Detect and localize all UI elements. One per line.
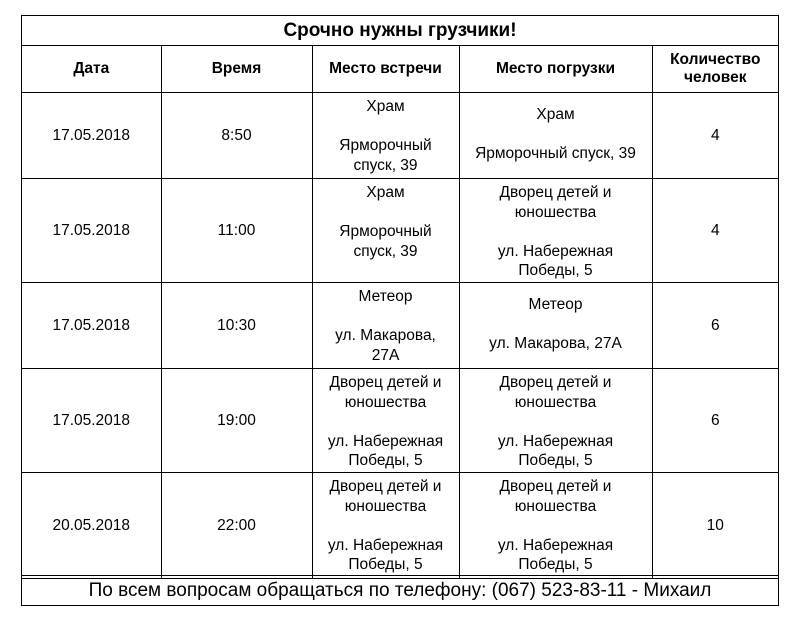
column-header-date: Дата bbox=[22, 46, 161, 93]
meeting-place-name: Храм bbox=[366, 184, 405, 201]
people-count-cell: 10 bbox=[652, 473, 778, 579]
meeting-place-name: Метеор bbox=[358, 288, 413, 305]
loading-place-address: ул. Макарова, 27А bbox=[489, 335, 622, 352]
schedule-table bbox=[22, 45, 778, 579]
loading-place-name: Дворец детей и юношества bbox=[499, 374, 612, 411]
date-cell: 17.05.2018 bbox=[22, 93, 161, 179]
time-cell: 22:00 bbox=[161, 473, 312, 579]
meeting-place-address: Ярморочный спуск, 39 bbox=[339, 137, 432, 174]
time-cell: 8:50 bbox=[161, 93, 312, 179]
loading-place-name: Храм bbox=[536, 106, 575, 123]
table-header-row bbox=[22, 46, 778, 93]
loading-place-name: Дворец детей и юношества bbox=[499, 478, 612, 515]
meeting-place-name: Дворец детей и юношества bbox=[329, 374, 442, 411]
page-title: Срочно нужны грузчики! bbox=[22, 16, 778, 46]
column-header-count-line2: человек bbox=[684, 69, 747, 86]
meeting-place-address: ул. Макарова, 27А bbox=[335, 327, 436, 364]
column-header-people-count bbox=[652, 46, 778, 93]
loading-place-address: ул. Набережная Победы, 5 bbox=[497, 432, 614, 469]
column-header-loading-place: Место погрузки bbox=[459, 46, 652, 93]
table-row bbox=[22, 473, 778, 579]
contact-footer: По всем вопросам обращаться по телефону: (067) 523-83-11 - Михаил bbox=[22, 575, 778, 605]
meeting-place-cell bbox=[312, 473, 459, 579]
date-cell: 17.05.2018 bbox=[22, 369, 161, 473]
meeting-place-name: Храм bbox=[366, 98, 405, 115]
table-row bbox=[22, 179, 778, 283]
loading-place-address: Ярморочный спуск, 39 bbox=[475, 145, 636, 162]
loading-place-cell bbox=[459, 93, 652, 179]
meeting-place-cell bbox=[312, 369, 459, 473]
people-count-cell: 4 bbox=[652, 93, 778, 179]
meeting-place-cell bbox=[312, 93, 459, 179]
meeting-place-cell bbox=[312, 179, 459, 283]
loading-place-name: Метеор bbox=[528, 296, 583, 313]
loading-place-cell bbox=[459, 473, 652, 579]
meeting-place-name: Дворец детей и юношества bbox=[329, 478, 442, 515]
time-cell: 10:30 bbox=[161, 283, 312, 369]
date-cell: 17.05.2018 bbox=[22, 179, 161, 283]
date-cell: 20.05.2018 bbox=[22, 473, 161, 579]
meeting-place-cell bbox=[312, 283, 459, 369]
column-header-time: Время bbox=[161, 46, 312, 93]
table-row bbox=[22, 369, 778, 473]
date-cell: 17.05.2018 bbox=[22, 283, 161, 369]
people-count-cell: 6 bbox=[652, 369, 778, 473]
loading-place-cell bbox=[459, 179, 652, 283]
meeting-place-address: ул. Набережная Победы, 5 bbox=[327, 432, 444, 469]
column-header-meeting-place: Место встречи bbox=[312, 46, 459, 93]
job-announcement-sheet bbox=[21, 15, 779, 606]
loading-place-name: Дворец детей и юношества bbox=[499, 184, 612, 221]
column-header-count-line1: Количество bbox=[670, 51, 761, 68]
people-count-cell: 6 bbox=[652, 283, 778, 369]
people-count-cell: 4 bbox=[652, 179, 778, 283]
table-row bbox=[22, 93, 778, 179]
loading-place-address: ул. Набережная Победы, 5 bbox=[497, 242, 614, 279]
meeting-place-address: Ярморочный спуск, 39 bbox=[339, 223, 432, 260]
loading-place-address: ул. Набережная Победы, 5 bbox=[497, 536, 614, 573]
loading-place-cell bbox=[459, 283, 652, 369]
time-cell: 19:00 bbox=[161, 369, 312, 473]
table-row bbox=[22, 283, 778, 369]
loading-place-cell bbox=[459, 369, 652, 473]
time-cell: 11:00 bbox=[161, 179, 312, 283]
meeting-place-address: ул. Набережная Победы, 5 bbox=[327, 536, 444, 573]
